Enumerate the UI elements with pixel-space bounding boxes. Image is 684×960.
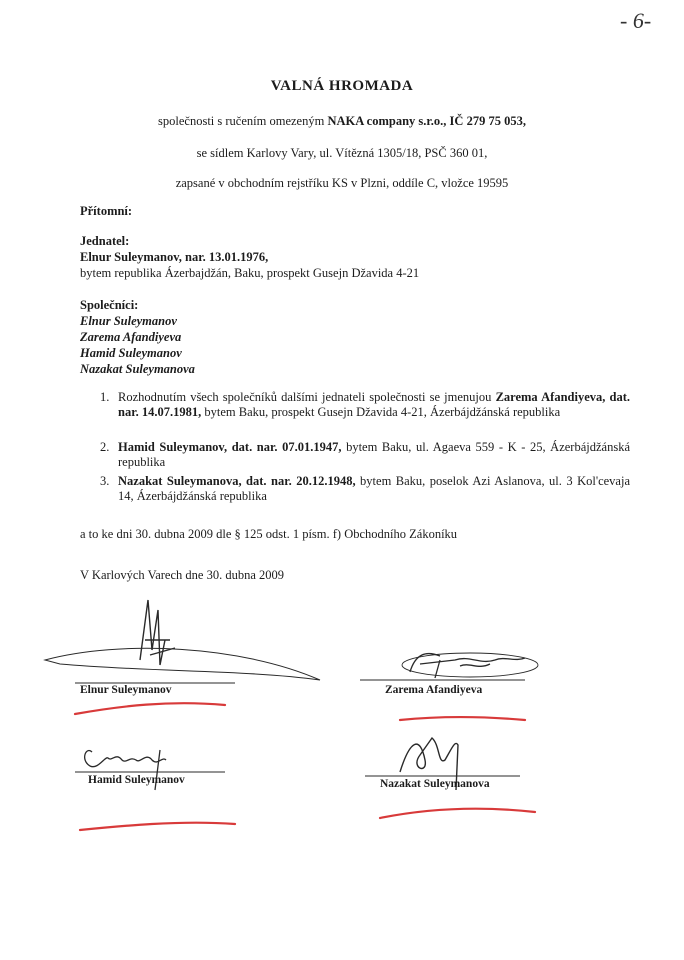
signatory-name: Elnur Suleymanov [80, 684, 172, 696]
resolution-person: Zarema Afandiyeva, dat. nar. 14.07.1981, [118, 390, 631, 419]
company-name: NAKA company s.r.o., IČ 279 75 053, [327, 114, 526, 128]
resolution-number: 3. [100, 474, 110, 488]
partner-item: Zarema Afandiyeva [80, 330, 182, 344]
resolution-intro: Rozhodnutím všech společníků dalšími jednateli společnosti se jmenujou [118, 390, 492, 404]
place-and-date: V Karlových Varech dne 30. dubna 2009 [80, 568, 285, 582]
company-line-prefix: společnosti s ručením omezeným [158, 114, 325, 128]
director-name: Elnur Suleymanov, nar. 13.01.1976, [80, 250, 269, 264]
effective-date-line: a to ke dni 30. dubna 2009 dle § 125 odst. 1 písm. f) Obchodního Zákoníku [80, 527, 458, 541]
resolution-number: 1. [100, 390, 110, 404]
red-underline-marks [75, 703, 535, 830]
director-heading: Jednatel: [80, 234, 130, 248]
signatory-name: Zarema Afandiyeva [385, 684, 483, 696]
document-title: VALNÁ HROMADA [270, 78, 414, 94]
signature-elnur [45, 600, 320, 680]
partner-item: Nazakat Suleymanova [80, 362, 195, 376]
seat-line: se sídlem Karlovy Vary, ul. Vítězná 1305/18, PSČ 360 01, [196, 146, 488, 160]
partners-heading: Společníci: [80, 298, 139, 312]
director-address: bytem republika Ázerbajdžán, Baku, prospekt Gusejn Džavida 4-21 [80, 266, 420, 280]
resolution-rest: bytem Baku, poselok Azi Aslanova, ul. 3 Kol'cevaja 14, Ázerbájdžánská republika [118, 474, 630, 503]
resolution-rest: bytem Baku, ul. Agaeva 559 - K - 25, Ázerbájdžánská republika [118, 440, 630, 469]
resolution-rest: bytem Baku, prospekt Gusejn Džavida 4-21, Ázerbájdžánská republika [204, 405, 561, 419]
signature-zarema [402, 653, 538, 678]
signatory-name: Nazakat Suleymanova [380, 778, 490, 790]
signatory-name: Hamid Suleymanov [88, 774, 185, 786]
present-heading: Přítomní: [80, 204, 133, 218]
resolution-person: Nazakat Suleymanova, dat. nar. 20.12.1948, [118, 474, 356, 488]
partner-item: Hamid Suleymanov [80, 346, 182, 360]
partner-item: Elnur Suleymanov [80, 314, 177, 328]
register-line: zapsané v obchodním rejstříku KS v Plzni, oddíle C, vložce 19595 [175, 176, 509, 190]
resolution-number: 2. [100, 440, 110, 454]
resolution-person: Hamid Suleymanov, dat. nar. 07.01.1947, [118, 440, 342, 454]
page-number-mark: - 6- [620, 8, 652, 33]
